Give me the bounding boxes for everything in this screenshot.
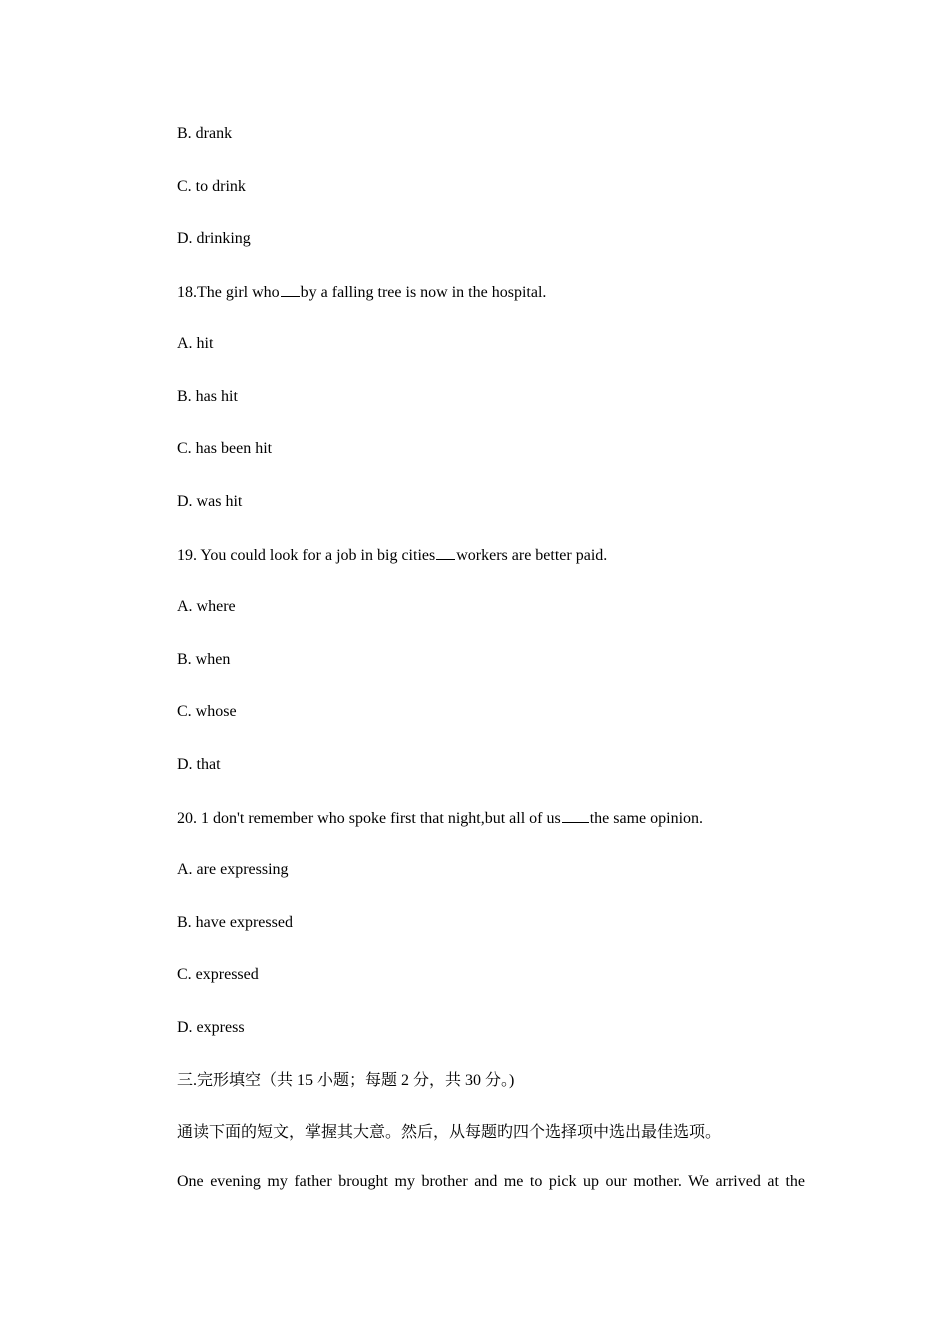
q18-option-c: C. has been hit — [177, 440, 273, 457]
q20-option-c: C. expressed — [177, 966, 259, 983]
q19-stem-prefix: 19. You could look for a job in big cities — [177, 547, 436, 564]
q19-option-a: A. where — [177, 598, 236, 615]
q20-option-d: D. express — [177, 1019, 245, 1036]
q18-option-a: A. hit — [177, 335, 214, 352]
q18-answer-blank — [281, 282, 300, 297]
q18-option-d: D. was hit — [177, 493, 243, 510]
q20-stem — [177, 808, 703, 828]
q19-option-b: B. when — [177, 651, 231, 668]
q19-option-c: C. whose — [177, 703, 237, 720]
q19-option-d: D. that — [177, 756, 221, 773]
q19-stem-suffix: workers are better paid. — [456, 547, 608, 564]
cloze-passage-line-1: One evening my father brought my brother and me to pick up our mother. We arrived at the — [177, 1173, 805, 1190]
q18-stem — [177, 282, 546, 302]
q20-option-b: B. have expressed — [177, 914, 293, 931]
section-3-instruction: 通读下面的短文，掌握其大意。然后，从每题旳四个选择项中选出最佳选项。 — [177, 1124, 722, 1141]
q17-option-d: D. drinking — [177, 230, 251, 247]
q19-answer-blank — [436, 545, 455, 560]
q20-stem-suffix: the same opinion. — [589, 810, 704, 827]
section-3-heading: 三.完形填空（共 15 小题；每题 2 分，共 30 分。) — [177, 1072, 515, 1089]
q17-option-c: C. to drink — [177, 178, 246, 195]
q17-option-b: B. drank — [177, 125, 233, 142]
q20-option-a: A. are expressing — [177, 861, 289, 878]
q18-stem-prefix: 18.The girl who — [177, 284, 280, 301]
q20-answer-blank — [562, 808, 589, 823]
q20-stem-prefix: 20. 1 don't remember who spoke first that night,but all of us — [177, 810, 561, 827]
q18-stem-suffix: by a falling tree is now in the hospital. — [300, 284, 547, 301]
q18-option-b: B. has hit — [177, 388, 238, 405]
q19-stem — [177, 545, 607, 565]
